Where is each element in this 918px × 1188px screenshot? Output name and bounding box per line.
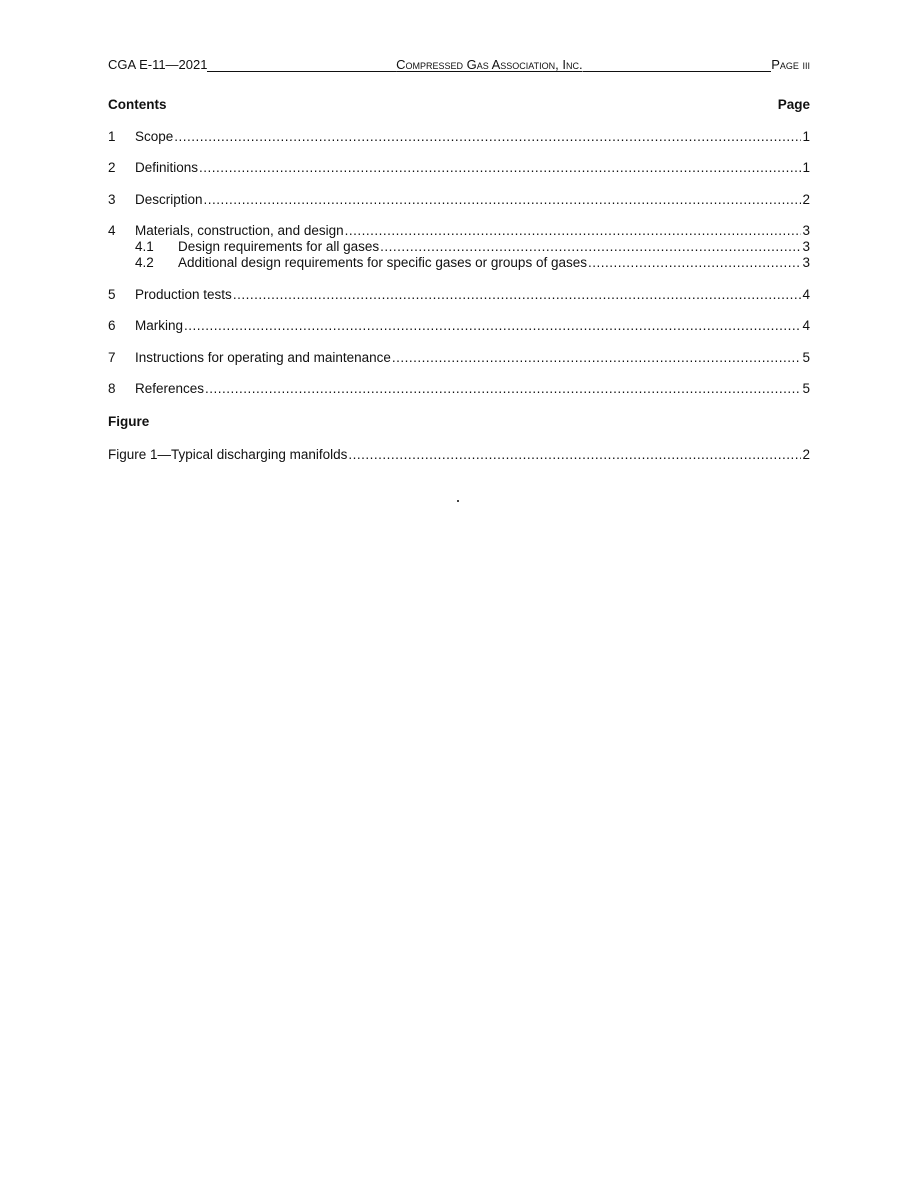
toc-entry[interactable] bbox=[108, 192, 810, 208]
toc-number: 1 bbox=[108, 129, 116, 144]
toc-entry[interactable] bbox=[108, 318, 810, 334]
toc-page: 3 bbox=[802, 239, 810, 254]
contents-heading-row bbox=[108, 97, 810, 112]
toc-number: 4.1 bbox=[135, 239, 154, 254]
dot-leader bbox=[588, 255, 802, 271]
toc-title: Instructions for operating and maintenance bbox=[135, 350, 391, 365]
toc-page: 3 bbox=[802, 255, 810, 270]
toc-title: Definitions bbox=[135, 160, 199, 175]
toc-title: References bbox=[135, 381, 205, 396]
contents-heading: Contents bbox=[108, 97, 167, 112]
toc-page: 1 bbox=[802, 160, 810, 175]
toc-title: Materials, construction, and design bbox=[135, 223, 344, 238]
toc-entry[interactable] bbox=[108, 160, 810, 176]
figure-page: 2 bbox=[802, 447, 810, 462]
toc-number: 2 bbox=[108, 160, 116, 175]
toc-title: Design requirements for all gases bbox=[178, 239, 380, 254]
toc-number: 3 bbox=[108, 192, 116, 207]
toc-entry[interactable] bbox=[108, 350, 810, 366]
dot-leader bbox=[348, 447, 801, 463]
toc-title: Scope bbox=[135, 129, 174, 144]
figure-heading-row bbox=[108, 414, 810, 429]
toc-page: 3 bbox=[802, 223, 810, 238]
toc-number: 8 bbox=[108, 381, 116, 396]
figure-title: Figure 1—Typical discharging manifolds bbox=[108, 447, 348, 462]
toc-title: Description bbox=[135, 192, 203, 207]
toc-title: Additional design requirements for specific gases or groups of gases bbox=[178, 255, 587, 270]
toc-entry[interactable] bbox=[108, 287, 810, 303]
dot-leader bbox=[199, 160, 801, 176]
header-rule bbox=[583, 54, 772, 72]
figure-heading: Figure bbox=[108, 414, 150, 429]
organization-name: Compressed Gas Association, Inc. bbox=[396, 57, 583, 72]
toc-page: 4 bbox=[802, 287, 810, 302]
toc-title: Production tests bbox=[135, 287, 232, 302]
toc-entry[interactable] bbox=[108, 129, 810, 145]
toc-page: 5 bbox=[802, 381, 810, 396]
toc-page: 5 bbox=[802, 350, 810, 365]
figure-entry[interactable] bbox=[108, 447, 810, 463]
running-header bbox=[108, 54, 810, 72]
dot-leader bbox=[380, 239, 801, 255]
page-column-heading: Page bbox=[777, 97, 810, 112]
toc-number: 4 bbox=[108, 223, 116, 238]
dot-leader bbox=[345, 223, 802, 239]
toc-subentry[interactable] bbox=[108, 239, 810, 255]
dot-leader bbox=[233, 287, 802, 303]
toc-number: 4.2 bbox=[135, 255, 154, 270]
stray-dot bbox=[457, 500, 459, 502]
document-id: CGA E-11—2021 bbox=[108, 57, 208, 72]
toc-number: 7 bbox=[108, 350, 116, 365]
toc-subentry[interactable] bbox=[108, 255, 810, 271]
dot-leader bbox=[174, 129, 801, 145]
dot-leader bbox=[204, 192, 802, 208]
toc-page: 4 bbox=[802, 318, 810, 333]
toc-number: 5 bbox=[108, 287, 116, 302]
toc-page: 2 bbox=[802, 192, 810, 207]
toc-entry[interactable] bbox=[108, 381, 810, 397]
dot-leader bbox=[205, 381, 801, 397]
page-number: Page iii bbox=[771, 57, 811, 72]
dot-leader bbox=[184, 318, 801, 334]
toc-page: 1 bbox=[802, 129, 810, 144]
dot-leader bbox=[392, 350, 802, 366]
toc-title: Marking bbox=[135, 318, 184, 333]
toc-entry[interactable] bbox=[108, 223, 810, 239]
header-rule bbox=[207, 54, 396, 72]
toc-number: 6 bbox=[108, 318, 116, 333]
